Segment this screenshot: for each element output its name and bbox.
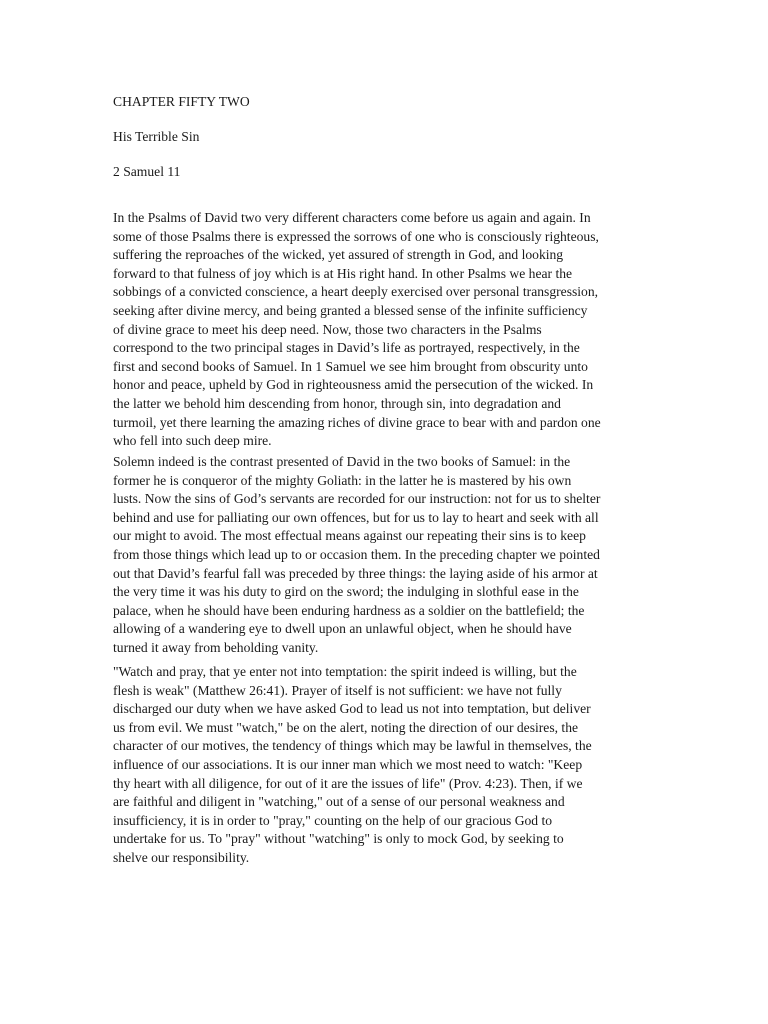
text-line: Solemn indeed is the contrast presented of David in the two books of Samuel: in the xyxy=(113,454,571,469)
chapter-title: CHAPTER FIFTY TWO xyxy=(113,94,250,109)
text-line: out that David’s fearful fall was preceded by three things: the laying aside of his armor at xyxy=(113,565,598,581)
text-line: the latter we behold him descending from honor, through sin, into degradation and xyxy=(113,395,561,411)
text-line: discharged our duty when we have asked God to lead us not into temptation, but deliver xyxy=(113,701,591,717)
text-line: turmoil, yet there learning the amazing riches of divine grace to bear with and pardon one xyxy=(113,414,601,430)
text-line: our might to avoid. The most effectual means against our repeating their sins is to keep xyxy=(113,528,586,544)
text-line: the very time it was his duty to gird on the sword; the indulging in slothful ease in the xyxy=(113,584,579,600)
paragraph-1 xyxy=(113,209,601,451)
text-line: of divine grace to meet his deep need. Now, those two characters in the Psalms xyxy=(113,321,542,337)
chapter-subtitle: His Terrible Sin xyxy=(113,129,200,144)
text-line: character of our motives, the tendency of things which may be lawful in themselves, the xyxy=(113,738,592,754)
text-line: are faithful and diligent in "watching," out of a sense of our personal weakness and xyxy=(113,794,565,810)
text-line: former he is conqueror of the mighty Goliath: in the latter he is mastered by his own xyxy=(113,472,572,488)
text-line: who fell into such deep mire. xyxy=(113,433,272,449)
text-line: allowing of a wandering eye to dwell upon an unlawful object, when he should have xyxy=(113,621,572,637)
text-line: seeking after divine mercy, and being granted a blessed sense of the infinite sufficiency xyxy=(113,302,588,318)
text-line: correspond to the two principal stages in David’s life as portrayed, respectively, in the xyxy=(113,340,580,356)
text-line: undertake for us. To "pray" without "watching" is only to mock God, by seeking to xyxy=(113,831,564,847)
text-line: turned it away from beholding vanity. xyxy=(113,639,319,655)
text-line: palace, when he should have been enduring hardness as a soldier on the battlefield; the xyxy=(113,602,585,618)
text-line: us from evil. We must "watch," be on the alert, noting the direction of our desires, the xyxy=(113,719,579,735)
paragraph-2 xyxy=(113,453,600,658)
text-line: flesh is weak" (Matthew 26:41). Prayer of itself is not sufficient: we have not fully xyxy=(113,682,562,698)
text-line: lusts. Now the sins of God’s servants are recorded for our instruction: not for us to shelter xyxy=(113,491,601,507)
text-line: some of those Psalms there is expressed the sorrows of one who is consciously righteous, xyxy=(113,228,599,244)
text-line: In the Psalms of David two very different characters come before us again and again. In xyxy=(113,210,591,225)
text-line: from those things which lead up to or occasion them. In the preceding chapter we pointed xyxy=(113,546,600,562)
text-line: shelve our responsibility. xyxy=(113,849,250,865)
text-line: forward to that fulness of joy which is at His right hand. In other Psalms we hear the xyxy=(113,265,573,281)
text-line: thy heart with all diligence, for out of it are the issues of life" (Prov. 4:23). Then, if we xyxy=(113,775,583,791)
paragraph-3 xyxy=(113,663,592,868)
text-line: first and second books of Samuel. In 1 Samuel we see him brought from obscurity unto xyxy=(113,358,588,374)
scripture-reference: 2 Samuel 11 xyxy=(113,164,181,179)
text-line: "Watch and pray, that ye enter not into temptation: the spirit indeed is willing, but the xyxy=(113,664,577,679)
text-line: honor and peace, upheld by God in righteousness amid the persecution of the wicked. In xyxy=(113,377,594,393)
text-line: behind and use for palliating our own offences, but for us to lay to heart and seek with all xyxy=(113,509,599,525)
text-line: influence of our associations. It is our inner man which we most need to watch: "Keep xyxy=(113,756,583,772)
text-line: insufficiency, it is in order to "pray," counting on the help of our gracious God to xyxy=(113,812,553,828)
text-line: suffering the reproaches of the wicked, yet assured of strength in God, and looking xyxy=(113,247,564,263)
text-line: sobbings of a convicted conscience, a heart deeply exercised over personal transgression, xyxy=(113,284,599,300)
